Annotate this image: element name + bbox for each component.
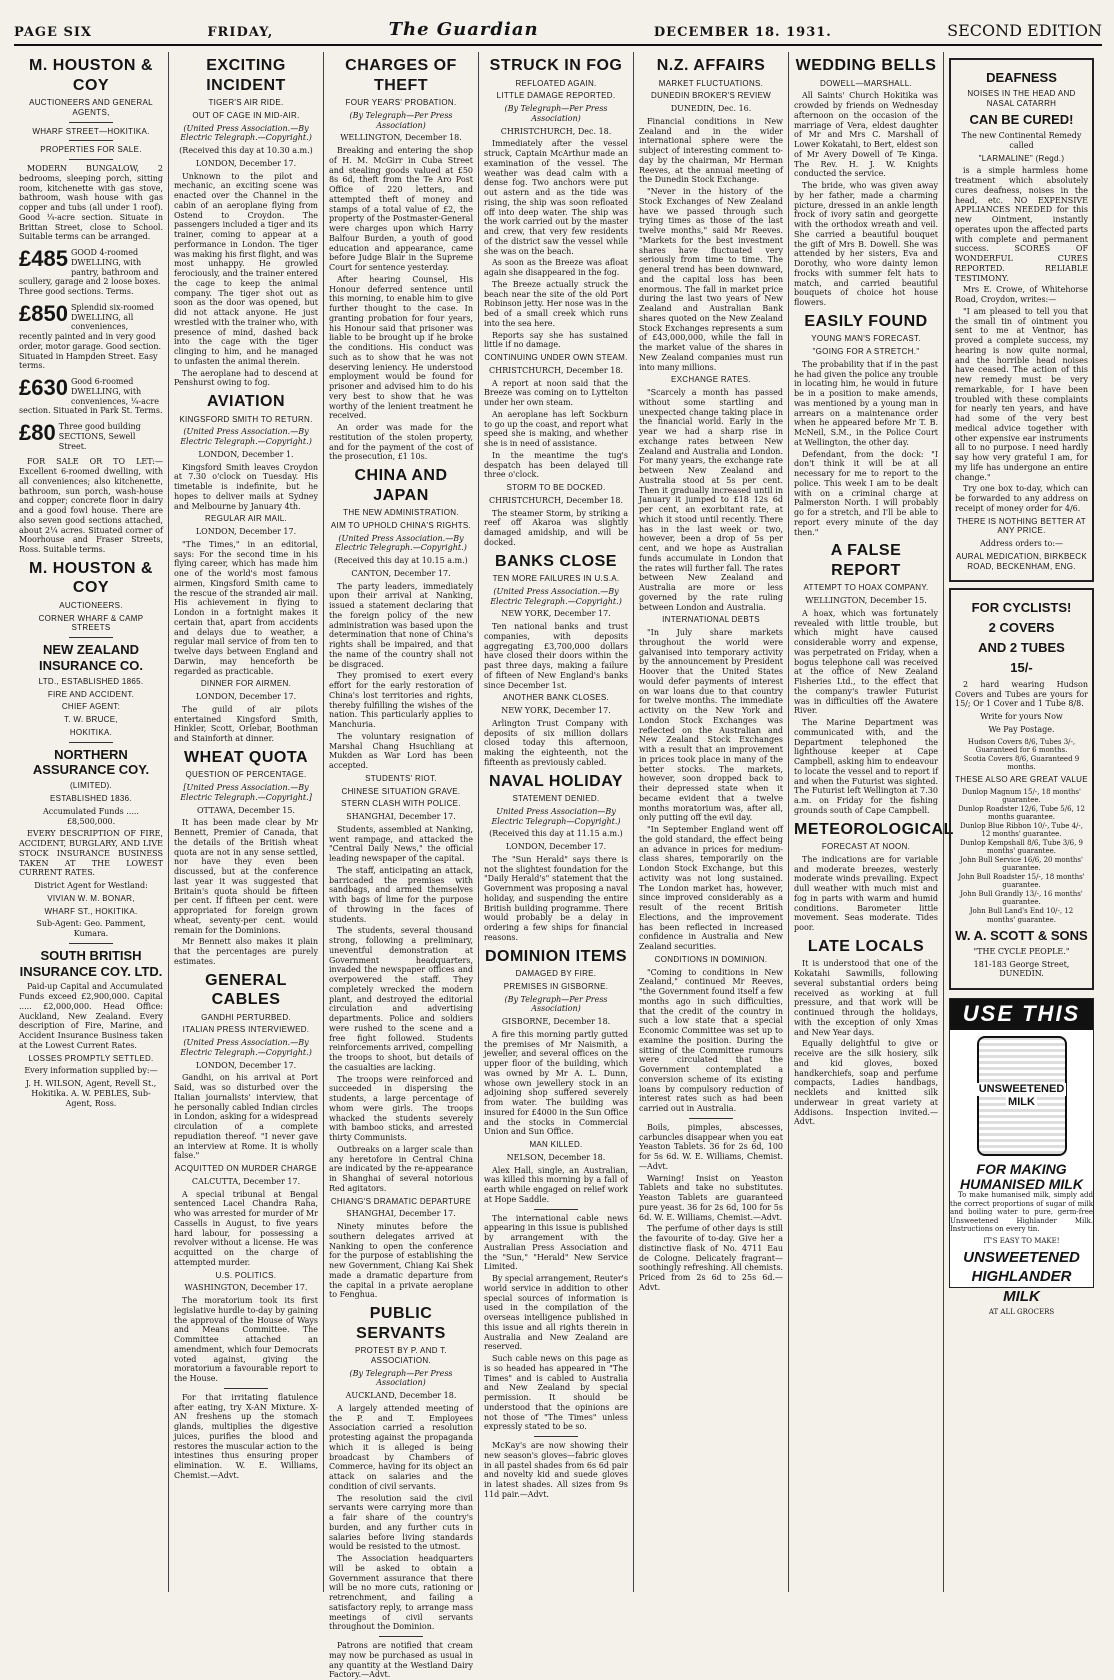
article-false-report-headline: A FALSE REPORT <box>830 542 902 579</box>
ad-cyclists-tubes: AND 2 TUBES <box>978 640 1065 656</box>
paragraph: The students, several thousand strong, following a preliminary, uneventful demonstration at Government headquarters, invaded the newspaper offices and overpowered the staff. They completely wrecked the modern plant, and destroyed the editorial circulation and advertising departments. Police and soldiers were rushed to the scene and a free fight followed. Students reinforcements arrived, compelling the troops to shoot, but details of the casualties are lacking. <box>329 926 473 1072</box>
column-5 <box>634 52 789 1592</box>
ad-milk-brand: HIGHLANDER <box>971 1268 1072 1286</box>
ad-northern-funds: Accumulated Funds ..... £8,500,000. <box>43 806 139 826</box>
ad-milk-brand: MILK <box>1003 1288 1040 1306</box>
subheading: MARKET FLUCTUATIONS. <box>658 78 764 88</box>
ad-milk-grocers: AT ALL GROCERS <box>988 1307 1055 1316</box>
article-easily-found-headline: EASILY FOUND <box>804 312 928 330</box>
property-3-text: Splendid six-roomed DWELLING, all conveniences, recently painted and in very good order, motor garage. Good section. Situated in Hampden Street. Easy terms. <box>19 302 162 371</box>
subheading: CHIANG'S DRAMATIC DEPARTURE <box>330 1196 472 1206</box>
ad-deafness-product: "LARMALINE" (Regd.) <box>978 153 1065 163</box>
column-2 <box>169 52 324 1592</box>
property-5-text: Three good building SECTIONS, Sewell Street. <box>58 422 141 451</box>
ad-cyclists-write: Write for yours Now <box>980 712 1063 722</box>
ad-south-british-title: SOUTH BRITISH INSURANCE COY. LTD. <box>19 947 163 979</box>
article-china-japan-headline: CHINA AND JAPAN <box>354 467 448 504</box>
property-5-price: £80 <box>19 420 56 446</box>
subheading: FOUR YEARS' PROBATION. <box>345 98 457 108</box>
ad-deafness-address: AURAL MEDICATION, BIRKBECK ROAD, BECKENHAM, ENG. <box>956 551 1087 571</box>
ad-highlander-milk <box>949 998 1094 1316</box>
paragraph: "Scarcely a month has passed without some startling and unexpected change taking place in the financial world. Early in the year we had a sharp rise in exchange rates between New Zealand and Australia and London. For many years, the exchange rate between New Zealand and Australia stood at 5s per cent. Then it gradually increased until in January it jumped to £18 12s 6d per cent, an exorbitant rate, at which it stood until recently. There has in the last week or two, however, been a drop of 5s per cent, and we hope as Australian funds accumulate in London that the rates will further fall. The rates between New Zealand and Australia are more or less governed by the rate ruling between London and Australia. <box>639 388 783 612</box>
dateline: WELLINGTON, December 15. <box>805 596 927 606</box>
paragraph: Outbreaks on a larger scale than any heretofore in Central China are indicated by the re-appearance in Shanghai of several notorious Red agitators. <box>329 1144 473 1193</box>
paragraph: Defendant, from the dock: "I don't think it will be at all necessary for me to report to the police. This week I am to be dealt with on a criminal charge at Palmerston North. I will probably go for a stretch, and I'll be able to report every minute of the day then." <box>794 449 938 537</box>
article-general-cables-headline: GENERAL CABLES <box>205 971 287 1009</box>
paragraph: The resolution said the civil servants were carrying more than a fair share of the country's burden, and any further cuts in salaries before living standards would be resisted to the utmost. <box>329 1493 473 1552</box>
ad-cyclists-line: John Bull Land's End 10/-, 12 months' guarantee. <box>969 906 1074 924</box>
paragraph: The "Sun Herald" says there is not the slightest foundation for the "Daily Herald's" statement that the Government was proposing a naval holiday, and suspending the entire British building programme. There would probably be a delay in ordering a few ships for financial reasons. <box>484 854 628 942</box>
dateline: LONDON, December 17. <box>195 158 297 168</box>
paragraph: Ninety minutes before the southern delegates arrived at Nanking to open the conference for the purpose of establishing the new Government, Chiang Kai Shek made a dramatic departure from the capital in a private aeroplane to Fenghua. <box>329 1222 473 1300</box>
article-dominion-items-headline: DOMINION ITEMS <box>484 947 628 965</box>
subheading: ATTEMPT TO HOAX COMPANY. <box>803 583 929 593</box>
subheading: LITTLE DAMAGE REPORTED. <box>496 91 616 101</box>
ad-cyclists-line: John Bull Service 16/6, 20 months' guarantee. <box>960 855 1083 873</box>
ad-milk-use-this: USE THIS <box>950 999 1093 1030</box>
ad-cyclists-postage: We Pay Postage. <box>988 724 1055 734</box>
article-exciting-incident-headline: EXCITING INCIDENT <box>206 57 286 94</box>
issue-date: DECEMBER 18. 1931. <box>653 25 832 40</box>
subheading: FORECAST AT NOON. <box>821 842 911 852</box>
ad-northern-ltd: (LIMITED). <box>69 781 113 791</box>
paragraph: It has been made clear by Mr Bennett, Premier of Canada, that the details of the British wheat quota are not in any sense settled, nor have they even been discussed, but at the conference last year it was suggested that Britain's quota should be fifteen per cent. If fifteen per cent. were appropriated for foreign grown wheat, seventy-per cent. would remain for the Dominions. <box>174 818 318 935</box>
property-3 <box>19 300 163 371</box>
ad-cyclists-line: Dunlop Magnum 15/-, 18 months' guarantee. <box>962 787 1081 805</box>
subheading: U.S. POLITICS. <box>215 1270 277 1280</box>
paragraph: The probability that if in the past he had given the police any trouble in locating him, he would in future be in a position to make amends, was mentioned by a young man in arrears on a maintenance order when he appeared before Mr T. B. McNeil, S.M., in the Police Court at Wellington, the other day. <box>794 359 938 447</box>
paragraph: Arlington Trust Company with deposits of six million dollars closed today this afternoon, making the eighteenth, not the fifteenth as previously cabled. <box>484 718 628 767</box>
subheading: AIM TO UPHOLD CHINA'S RIGHTS. <box>330 520 472 530</box>
paragraph: The steamer Storm, by striking a reef off Akaroa was slightly damaged amidship, and will be docked. <box>484 508 628 547</box>
paragraph: A report at noon said that the Breeze was coming on to Lyttelton under her own steam. <box>484 378 628 408</box>
subheading: "GOING FOR A STRETCH." <box>812 347 920 357</box>
subheading: CHINESE SITUATION GRAVE. <box>341 786 461 796</box>
column-6 <box>789 52 954 1592</box>
advertisement: Warning! Insist on Yeaston Tablets and take no substitutes. Yeaston Tablets are guaranteed pure yeast. 36 for 2s 6d, 100 for 5s 6d. W. E. Williams, Chemist.—Advt. <box>639 1173 783 1222</box>
wire-credit: (By Telegraph—Per Press Association) <box>504 104 608 123</box>
article-charges-of-theft-headline: CHARGES OF THEFT <box>345 57 457 94</box>
ad-cyclists-address: 181-183 George Street, DUNEDIN. <box>973 959 1070 979</box>
received-time: (Received this day at 10.30 a.m.) <box>179 146 313 156</box>
paragraph: Immediately after the vessel struck, Captain McArthur made an examination of the vessel. The weather was dead calm with a dense fog. Two anchors were put out astern and as the tide was rising, the ship was soon refloated off into deep water. The ship was the work carried out by the master and crew, that very few residents of the district saw the vessel while she was on the beach. <box>484 139 628 256</box>
ad-cyclists-covers: 2 COVERS <box>988 620 1055 636</box>
paragraph: Gandhi, on his arrival at Port Said, was so disturbed over the Italian journalists' interview, that he personally cabled Indian circles in London, asking for a widespread circulation of a complete repudiation thereof. "I never gave an interview at Rome. It is wholly false." <box>174 1073 318 1161</box>
wire-credit: (United Press Association.—By Electric Telegraph.—Copyright.) <box>180 427 312 447</box>
paragraph: "The Times," in an editorial, says: For the second time in his flying career, which has made him one of the world's most famous airmen, Kingsford Smith came to the rescue of the stranded air mail. His achievement in flying to London in a fortnight makes it certain that, apart from accidents and delays due to weather, a regular mail service of from ten to twelve days between England and Darwin, may henceforth be regarded as practicable. <box>174 539 318 676</box>
ad-cyclists-line: John Bull Roadster 15/-, 18 months' guarantee. <box>958 872 1085 890</box>
ad-cyclists-line: Dunlop Blue Ribbon 10/-, Tube 4/-, 12 months' guarantee. <box>960 821 1083 839</box>
dateline: CHRISTCHURCH, December 18. <box>488 495 624 505</box>
ad-milk-easy: IT'S EASY TO MAKE! <box>983 1237 1060 1245</box>
paragraph: Mrs E. Crowe, of Whitehorse Road, Croydon, writes:— <box>955 285 1088 305</box>
ad-northern-agent-addr: WHARF ST., HOKITIKA. <box>44 906 138 916</box>
divider <box>534 1436 577 1437</box>
column-1 <box>14 52 169 1592</box>
subheading: EXCHANGE RATES. <box>671 375 751 385</box>
column-3 <box>324 52 479 1680</box>
property-6: FOR SALE OR TO LET:—Excellent 6-roomed dwelling, with all conveniences; also kitchenette, bathroom, sun porch, wash-house and copper; concrete floor in dairy and a good fowl house. There are also seven good sections attached, about 2¼ acres. Situated corner of Moorhouse and Fraser Streets, Ross. Suitable terms. <box>19 457 163 555</box>
wire-credit: (United Press Association.—By Electric Telegraph.—Copyright.) <box>490 586 622 606</box>
paragraph: The Marine Department was communicated with, and the Department telephoned the lighthouse keeper at Cape Campbell, asking him to endeavour to locate the vessel and to report if and when the Futurist was sighted. The Futurist left Wellington at 7.30 a.m. on Friday for the fishing grounds south of Cape Campbell. <box>794 718 938 815</box>
paragraph: The guild of air pilots entertained Kingsford Smith, Hinkler, Scott, Orlebar, Boothman and Stainforth at dinner. <box>174 704 318 744</box>
ad-deafness <box>949 58 1094 582</box>
dateline: GISBORNE, December 18. <box>501 1017 611 1027</box>
subheading: DOWELL—MARSHALL. <box>820 78 912 88</box>
ad-south-british-losses: LOSSES PROMPTLY SETTLED. <box>28 1053 154 1063</box>
wire-credit: (United Press Association.—By Electric Telegraph.—Copyright.) <box>180 1038 312 1057</box>
ad-houston2-subtitle: AUCTIONEERS. <box>59 600 123 610</box>
divider <box>689 1118 732 1119</box>
paragraph: By special arrangement, Reuter's world service in addition to other special sources of information is used in the compilation of the overseas intelligence published in this issue and all rights therein in Australia and New Zealand are reserved. <box>484 1274 628 1352</box>
ad-nz-insurance-agent: T. W. BRUCE, <box>64 715 118 725</box>
dateline: LONDON, December 17. <box>195 527 297 537</box>
ad-northern-est: ESTABLISHED 1836. <box>50 794 132 803</box>
paragraph: Unknown to the pilot and mechanic, an exciting scene was enacted over the Channel in the cabin of an aeroplane flying from Ostend to Croydon. The passengers included a tiger and its trainer, coming to appear at a performance in London. The tiger was making his first flight, and was most unhappy. He growled ferociously, and the trainer entered the cage to keep the animal company. The tiger shot out as soon as the door was opened, but did not attack anyone. He just wrestled with the trainer who, with presence of mind, dashed back into the cage with the tiger clinging to him, and he managed to unfasten the animal therein. <box>174 171 319 366</box>
subheading: MAN KILLED. <box>529 1140 583 1150</box>
property-4 <box>19 377 163 416</box>
wire-credit: United Press Association—By Electric Telegraph—Copyright.) <box>491 806 621 826</box>
wire-credit: (United Press Association.—By Electric Telegraph.—Copyright.) <box>180 123 312 143</box>
milk-tin-icon <box>977 1036 1067 1156</box>
ad-houston2-title: M. HOUSTON & COY <box>29 559 153 597</box>
paragraph: The indications are for variable and moderate breezes, westerly moderate winds prevailing. Expect dull weather with much mist and fog in parts with warm and humid conditions. Barometer little movement. Seas moderate. Tides poor. <box>794 854 938 933</box>
subheading: STORM TO BE DOCKED. <box>506 483 606 493</box>
article-banks-close-headline: BANKS CLOSE <box>495 552 617 570</box>
subheading: CONDITIONS IN DOMINION. <box>654 954 768 964</box>
paragraph: The bride, who was given away by her father, made a charming picture, dressed in an ankle length frock of ivory satin and georgette with the orthodox wreath and veil. She carried a beautiful bouquet the gift of Mrs B. Dowell. She was attended by her sisters, Eva and Dorothy, who wore dainty lemon frocks with summer felt hats to match, and carried beautiful bouquets of choice hot house flowers. <box>794 181 938 308</box>
divider <box>69 637 112 638</box>
paragraph: A fire this morning partly gutted the premises of Mr Naismith, a jeweller, and several offices on the upper floor of the building, which was owned by Mr A. L. Dunn, whose own jewellery stock in an adjoining shop suffered severely from water. The building was insured for £4000 in the Sun Office and the stocks in Commercial Union and Sun Office. <box>484 1029 628 1137</box>
subheading: INTERNATIONAL DEBTS <box>662 615 760 625</box>
ad-northern-title: NORTHERN ASSURANCE COY. <box>32 746 150 778</box>
property-5 <box>19 422 163 451</box>
paragraph: To make humanised milk, simply add the correct proportions of sugar of milk and boiling water to pure, germ-free Unsweetened Highlander Milk. Instructions on every tin. <box>950 1191 1093 1234</box>
dateline: AUCKLAND, December 18. <box>345 1391 457 1401</box>
divider <box>69 159 112 160</box>
subheading: OUT OF CAGE IN MID-AIR. <box>192 110 300 120</box>
paragraph: Financial conditions in New Zealand and in the wider international sphere were the subject of interesting comment to-day by the chairman, Mr Herman Reeves, at the annual meeting of the Dunedin Stock Exchange. <box>639 116 783 185</box>
paragraph: Try one box to-day, which can be forwarded to any address on receipt of money order for 4/6. <box>955 484 1088 513</box>
ad-south-british-agent: J. H. WILSON, Agent, Revell St., Hokitika. A. W. PEBLES, Sub-Agent, Ross. <box>25 1079 157 1108</box>
paragraph: Students, assembled at Nanking, went rampage, and attacked the "Central Daily News," the official leading newspaper of the capital. <box>329 824 473 864</box>
property-2 <box>19 248 163 297</box>
ad-northern-agent: VIVIAN W. M. BONAR, <box>47 893 135 903</box>
subheading: REFLOATED AGAIN. <box>515 78 597 88</box>
advertisement: McKay's are now showing their new season's gloves—fabric gloves in all pastel shades from 6s 6d pair and novelty kid and suede gloves in latest shades. All sizes from 9s 11d pair.—Advt. <box>484 1441 628 1499</box>
paragraph: A special tribunal at Bengal sentenced Lacel Chandra Raha, who was arrested for murder of Mr Cassells in August, to five years hard labour, for possessing a revolver without a license. He was acquitted on the charge of attempted murder. <box>174 1189 318 1267</box>
article-public-servants-headline: PUBLIC SERVANTS <box>356 1305 446 1342</box>
subheading: ANOTHER BANK CLOSES. <box>502 693 610 703</box>
subheading: DAMAGED BY FIRE. <box>515 969 597 979</box>
newspaper-title: The Guardian <box>388 19 539 40</box>
paragraph: "Coming to conditions in New Zealand," continued Mr Reeves, "the Government found itself a few months ago in such difficulties, that the credit of the country in such a low state that a special Economic Committee was set up to examine the position. During the sitting of the Committee rumours were circulated that the Government contemplated a conversion scheme of its existing loans by compulsory reduction of interest rates such as had been carried out in Australia. <box>639 967 783 1114</box>
divider <box>69 943 112 944</box>
paragraph: A hoax, which was fortunately revealed with little trouble, but which might have caused considerable worry and expense, was perpetrated on Friday, when a bogus telephone call was received at the office of New Zealand Fisheries Ltd., to the effect that the company's trawler Futurist was in difficulties off the Awatere River. <box>794 608 938 716</box>
paragraph: Breaking and entering the shop of H. M. McGirr in Cuba Street and stealing goods valued at £50 8s 6d, theft from the Te Aro Post Office of 220 letters, and attempted theft of money and stamps of a total value of £2, the property of the Postmaster-General were charges upon which Harry Balfour Burden, a youth of good education and appearance, came before Judge Blair in the Supreme Court for sentence yesterday. <box>329 146 473 273</box>
paragraph: The international cable news appearing in this issue is published by arrangement with the Australian Press Association and the "Sun," "Herald" New Service Limited. <box>484 1213 628 1272</box>
ad-deafness-title: DEAFNESS <box>986 70 1057 85</box>
dateline: DUNEDIN, Dec. 16. <box>670 104 752 114</box>
property-4-text: Good 6-roomed DWELLING, with conveniences, ¼-acre section. Situated in Park St. Terms. <box>19 377 163 416</box>
ad-nz-insurance-title: NEW ZEALAND INSURANCE CO. <box>38 642 143 673</box>
ad-nz-insurance-agent-label: CHIEF AGENT: <box>61 702 121 712</box>
milk-tin-label: UNSWEETENED <box>978 1082 1065 1095</box>
ad-cyclists-title: FOR CYCLISTS! <box>971 600 1072 616</box>
dateline: NEW YORK, December 17. <box>501 609 611 619</box>
ad-cyclists-firm: W. A. SCOTT & SONS <box>955 928 1088 944</box>
paragraph: "In July share markets throughout the world were galvanised into temporary activity by the announcement by President Hoover that the United States would defer payments of interest on war loans due to that country for twelve months. The immediate activity on the New York and London Stock Exchanges was reflected on the Australian and New Zealand Stock Exchanges with a result that an improvement in prices took place in many of the better stocks. The markets, however, soon dropped back to their depressed state when it became evident that a twelve months moratorium was, after all, only putting off the evil day. <box>639 628 783 823</box>
dateline: CHRISTCHURCH, December 18. <box>488 365 624 375</box>
ad-houston-address: WHARF STREET—HOKITIKA. <box>32 126 150 136</box>
advertisement: Boils, pimples, abscesses, carbuncles disappear when you eat Yeaston Tablets. 36 for 2s 6d, 100 for 5s 6d. W. E. Williams, Chemist.—Advt. <box>639 1122 783 1171</box>
paragraph: 2 hard wearing Hudson Covers and Tubes are yours for 15/; Or 1 Cover and 1 Tube 8/8. <box>955 679 1088 709</box>
paragraph: Ten national banks and trust companies, with deposits aggregating £3,700,000 dollars have closed their doors within the past three days, making a failure of fifteen of New England's banks since December 1st. <box>484 622 628 690</box>
advertisement: Patrons are notified that cream may now be purchased as usual in any quantity at the Westland Dairy Factory.—Advt. <box>329 1641 473 1680</box>
ad-cyclists-also: THESE ALSO ARE GREAT VALUE <box>955 774 1088 784</box>
dateline: SHANGHAI, December 17. <box>346 1209 456 1219</box>
ad-nz-insurance-est: LTD., ESTABLISHED 1865. <box>38 676 144 686</box>
ad-milk-slogan: FOR MAKING HUMANISED MILK <box>960 1160 1083 1192</box>
divider <box>69 122 112 123</box>
paragraph: An aeroplane has left Sockburn to go up the coast, and report what speed she is making, and whether she is in need of assistance. <box>484 409 628 449</box>
wire-credit: (By Telegraph—Per Press Association) <box>504 994 608 1014</box>
ad-cyclists <box>949 588 1094 990</box>
article-late-locals-headline: LATE LOCALS <box>807 937 925 955</box>
wire-credit: [United Press Association.—By Electric Telegraph.—Copyright.] <box>180 783 312 802</box>
ad-cyclists-line: Scotia Covers 8/6, Guaranteed 9 months. <box>963 754 1080 772</box>
wire-credit: (By Telegraph—Per Press Association) <box>349 110 453 130</box>
divider <box>69 140 112 141</box>
ad-northern-subagent: Sub-Agent: Geo. Pamment, Kumara. <box>36 919 146 938</box>
dateline: LONDON, December 17. <box>195 692 297 702</box>
dateline: CANTON, December 17. <box>351 568 451 578</box>
subheading: PREMISES IN GISBORNE. <box>503 981 609 991</box>
ad-nz-insurance-fire: FIRE AND ACCIDENT. <box>47 689 135 699</box>
subheading: ACQUITTED ON MURDER CHARGE <box>174 1164 318 1174</box>
milk-tin-label: MILK <box>1008 1095 1035 1108</box>
article-wheat-quota-headline: WHEAT QUOTA <box>184 748 308 766</box>
property-2-text: GOOD 4-roomed DWELLING, with pantry, bathroom and scullery, garage and 2 loose boxes. Three good sections. Terms. <box>19 248 161 297</box>
advertisement: For that irritating flatulence after eating, try X-AN Mixture. X-AN freshens up the stomach glands, multiplies the digestive juices, purifies the blood and restores the muscular action to the intestines thus ensuring proper elimination. W. E. Williams, Chemist.—Advt. <box>174 1392 318 1480</box>
subheading: REGULAR AIR MAIL. <box>204 514 287 524</box>
subheading: THE NEW ADMINISTRATION. <box>343 508 459 518</box>
property-1: MODERN BUNGALOW, 2 bedrooms, sleeping porch, sitting room, kitchenette with gas stove, bathroom, wash house with gas copper and tubs (all under 1 roof). Good ¼-acre section. Situate in Brittan Street, close to School. Suitable terms can be arranged. <box>19 164 163 242</box>
advertisement: The perfume of other days is still the favourite of to-day. Give her a distinctive flask of No. 4711 Eau de Cologne. Delicately fragrant—soothingly refreshing. All chemists. Priced from 2s 6d to 25s 6d.—Advt. <box>639 1224 783 1292</box>
paragraph: "In September England went off the gold standard, the effect being an advance in prices for medium-class shares, temporarily on the London Stock Exchange, but this activity was not long sustained. The London market has, however, since improved considerably as a result of the recent British Elections, and the improvement has been reflected in increased confidence in Australia and New Zealand securities. <box>639 825 783 952</box>
ad-deafness-address-label: Address orders to:— <box>979 539 1064 549</box>
divider <box>534 1209 577 1210</box>
article-aviation-headline: AVIATION <box>206 393 286 411</box>
property-4-price: £630 <box>19 375 68 401</box>
edition: SECOND EDITION <box>947 21 1102 40</box>
subheading: QUESTION OF PERCENTAGE. <box>185 770 307 780</box>
paragraph: Kingsford Smith leaves Croydon at 7.30 o'clock on Tuesday. His timetable is indefinite, but he hopes to deliver mails at Sydney and Melbourne by January 4th. <box>174 462 318 511</box>
ad-deafness-intro: The new Continental Remedy called <box>961 131 1082 150</box>
property-2-price: £485 <box>19 246 68 272</box>
dateline: LONDON, December 17. <box>195 1060 297 1070</box>
dateline: LONDON, December 17. <box>505 842 607 852</box>
ad-houston-title: M. HOUSTON & COY <box>29 57 153 94</box>
paragraph: The moratorium took its first legislative hurdle to-day by gaining the approval of the House of Ways and Means Committee. The Committee attached an amendment, which four Democrats voted against, giving the moratorium a favourable report to the House. <box>174 1296 318 1384</box>
day: FRIDAY, <box>207 25 274 40</box>
received-time: (Received this day at 10.15 a.m.) <box>334 556 468 566</box>
subheading: STATEMENT DENIED. <box>512 794 600 804</box>
ad-northern-district: District Agent for Westland: <box>34 881 148 890</box>
column-7 <box>944 52 1099 1592</box>
ad-cyclists-price: 15/- <box>1010 660 1033 676</box>
ad-houston-subtitle: AUCTIONEERS AND GENERAL AGENTS, <box>29 98 153 117</box>
paragraph: The troops were reinforced and succeeded in dispersing the students, a large percentage of whom were girls. The troops whacked the students severely with bamboo sticks, and arrested thirty Communists. <box>329 1074 473 1143</box>
dateline: NEW YORK, December 17. <box>501 706 611 716</box>
paragraph: Reports say she has sustained little if no damage. <box>484 330 628 350</box>
wire-credit: (By Telegraph—Per Press Association) <box>349 1368 453 1388</box>
subheading: STERN CLASH WITH POLICE. <box>341 799 461 809</box>
ad-deafness-subtitle: NOISES IN THE HEAD AND NASAL CATARRH <box>967 88 1076 108</box>
advertisement: Equally delightful to give or receive are the silk hosiery, silk and kid gloves, boxed handkerchiefs, soap and perfume compacts, Ladies handbags, necklets and knitted silk underwear in great variety at Addisons. Inspection invited.—Advt. <box>794 1039 938 1127</box>
subheading: DINNER FOR AIRMEN. <box>200 679 292 689</box>
paragraph: They promised to exert every effort for the early restoration of China's lost territories and rights, thereby fulfilling the wishes of the nation. This particularly applies to Manchuria. <box>329 671 473 730</box>
paragraph: Mr Bennett also makes it plain that the percentages are purely estimates. <box>174 937 318 966</box>
subheading: PROTEST BY P. AND T. ASSOCIATION. <box>354 1346 448 1365</box>
dateline: CHRISTCHURCH, Dec. 18. <box>500 126 612 136</box>
paragraph: is a simple harmless home treatment which absolutely cures deafness, noises in the head, etc. NO EXPENSIVE APPLIANCES NEEDED for this new Ointment, instantly operates upon the affected parts with complete and permanent success. SCORES OF WONDERFUL CURES REPORTED. RELIABLE TESTIMONY. <box>955 166 1088 283</box>
subheading: CONTINUING UNDER OWN STEAM. <box>484 353 628 363</box>
paragraph: The aeroplane had to descend at Penshurst owing to fog. <box>174 368 318 388</box>
ad-nz-insurance-town: HOKITIKA. <box>69 727 113 737</box>
ad-cyclists-line: John Bull Grandly 13/-, 16 months' guarantee. <box>960 889 1083 907</box>
paragraph: "I am pleased to tell you that the small tin of ointment you sent to me at Ventnor, has proved a complete success, my hearing is now quite normal, and the horrible head noises have ceased. The action of this new remedy must be very remarkable, for I have been troubled with these complaints for nearly ten years, and have had some of the very best medical advice together with other expensive ear instruments all to no purpose. I need hardly say how very grateful I am, for my life has undergone an entire change." <box>955 306 1088 482</box>
masthead <box>14 12 1102 46</box>
paragraph: The Association headquarters will be asked to obtain a Government assurance that there will be no more cuts, rationing or retrenchment, and failing a satisfactory reply, to arrange mass meetings of civil servants throughout the Dominion. <box>329 1554 473 1632</box>
ad-cyclists-line: Dunlop Roadster 12/6, Tube 5/6, 12 months guarantee. <box>958 804 1085 822</box>
paragraph: The staff, anticipating an attack, barricaded the premises with sandbags, and armed themselves with bags of lime for the purpose of throwing in the faces of students. <box>329 865 473 924</box>
dateline: CALCUTTA, December 17. <box>191 1176 301 1186</box>
subheading: STUDENTS' RIOT. <box>365 773 437 783</box>
column-4 <box>479 52 634 1592</box>
paragraph: Alex Hall, single, an Australian, was killed this morning by a fall of earth while engaged on relief work at Hope Saddle. <box>484 1165 628 1204</box>
paragraph: A largely attended meeting of the P. and T. Employees Association carried a resolution protesting against the propaganda which it is alleged is being broadcast by Chambers of Commerce, having for its object an attack on salaries and the condition of civil servants. <box>329 1403 473 1491</box>
property-3-price: £850 <box>19 300 68 326</box>
paragraph: "Never in the history of the Stock Exchanges of New Zealand have we passed through such trying times as those of the last twelve months," said Mr Reeves. "Markets for the best investment shares have fluctuated very seriously from time to time. The general trend has been downward, and the capital loss has been enormous. The fall in market price during the last two years of New Zealand and Australian Bank shares quoted on the New Zealand Stock Exchanges represents a sum of £43,000,000, while the fall in the market value of the shares in New Zealand companies must run into many millions. <box>639 187 783 372</box>
ad-houston2-address: CORNER WHARF & CAMP STREETS <box>38 613 144 633</box>
divider <box>379 1636 422 1637</box>
ad-cyclists-line: Hudson Covers 8/6, Tubes 3/-, Guaranteed for 6 months. <box>967 737 1076 755</box>
subheading: TIGER'S AIR RIDE. <box>208 98 284 108</box>
ad-cyclists-line: Dunlop Kempshall 8/6, Tube 3/6, 9 months' guarantee. <box>960 838 1083 856</box>
article-meteorological-headline: METEOROLOGICAL <box>794 820 954 838</box>
ad-south-british-text: Paid-up Capital and Accumulated Funds exceed £2,900,000. Capital ..... £2,000,000. Head Office: Auckland, New Zealand. Every description of Fire, Marine, and Accident Insurance Business taken at the Lowest Current Rates. <box>19 982 163 1050</box>
subheading: YOUNG MAN'S FORECAST. <box>811 334 921 344</box>
dateline: LONDON, December 1. <box>198 449 294 459</box>
paragraph: In the meantime the tug's despatch has been delayed till three o'clock. <box>484 450 628 480</box>
paragraph: All Saints' Church Hokitika was crowded by friends on Wednesday afternoon on the occasion of the marriage of Vera, eldest daughter of Mr and Mrs C. Marshall of Lower Kokatahi, to Bert, eldest son of Mr Avery Dowell of Te Kinga. The Rev. H. J. W. Knights conducted the service. <box>794 91 938 179</box>
ad-northern-text: EVERY DESCRIPTION OF FIRE, ACCIDENT, BURGLARY, AND LIVE STOCK INSURANCE BUSINESS TAKEN AT THE LOWEST CURRENT RATES. <box>19 829 163 878</box>
ad-milk-brand: UNSWEETENED <box>963 1248 1080 1266</box>
article-wedding-bells-headline: WEDDING BELLS <box>795 57 937 74</box>
page-columns <box>14 52 1102 1680</box>
dateline: WASHINGTON, December 17. <box>184 1283 308 1293</box>
paragraph: The Breeze actually struck the beach near the site of the old Port Robinson jetty. Her nose was in the bed of a small creek which runs into the sea here. <box>484 279 628 328</box>
received-time: (Received this day at 11.15 a.m.) <box>489 829 623 839</box>
paragraph: Such cable news on this page as is so headed has appeared in "The Times" and is cabled to Australia and New Zealand by special permission. It should be understood that the opinions are not those of "The Times" unless expressly stated to be so. <box>484 1354 628 1432</box>
dateline: WELLINGTON, December 18. <box>340 133 462 143</box>
paragraph: As soon as the Breeze was afloat again she disappeared in the fog. <box>484 258 628 278</box>
page-number: PAGE SIX <box>14 25 93 40</box>
paragraph: After hearing Counsel, His Honour deferred sentence until this morning, to enable him to give further thought to the case. In granting probation for four years, his Honour said that prisoner was liable to be brought up if he broke the conditions. His conduct was such as to show that he was not deserving leniency. He understood employment would be found for prisoner and advised him to do his very best to show that he was worthy of the lenient treatment he received. <box>329 274 473 421</box>
article-struck-in-fog-headline: STRUCK IN FOG <box>489 57 623 74</box>
properties-heading: PROPERTIES FOR SALE. <box>40 145 142 155</box>
dateline: OTTAWA, December 15. <box>197 805 295 815</box>
subheading: DUNEDIN BROKER'S REVIEW <box>651 91 771 101</box>
article-naval-holiday-headline: NAVAL HOLIDAY <box>489 772 623 790</box>
article-nz-affairs-headline: N.Z. AFFAIRS <box>656 57 766 74</box>
subheading: ITALIAN PRESS INTERVIEWED. <box>182 1025 310 1035</box>
subheading: GANDHI PERTURBED. <box>201 1012 291 1022</box>
subheading: TEN MORE FAILURES IN U.S.A. <box>492 574 620 584</box>
divider <box>224 1388 267 1389</box>
subheading: KINGSFORD SMITH TO RETURN. <box>179 414 313 424</box>
ad-deafness-cured: CAN BE CURED! <box>969 112 1074 128</box>
paragraph: The party leaders, immediately upon their arrival at Nanking, issued a statement declaring that the foreign policy of the new administration was based upon the determination that none of China's rights shall be impaired, and that the name of the country shall not be disgraced. <box>329 581 473 669</box>
wire-credit: (United Press Association.—By Electric Telegraph.—Copyright.) <box>335 533 467 553</box>
ad-deafness-claim: THERE IS NOTHING BETTER AT ANY PRICE. <box>957 516 1086 536</box>
paragraph: It is understood that one of the Kokatahi Sawmills, following several substantial orders being received as working at full pressure, and that work will be continued through the holidays, with the exception of only Xmas and New Year days. <box>794 959 938 1037</box>
dateline: NELSON, December 18. <box>506 1152 606 1162</box>
paragraph: The voluntary resignation of Marshal Chang Hsuchliang at Mukden as War Lord has been accepted. <box>329 731 473 771</box>
divider <box>69 742 112 743</box>
dateline: SHANGHAI, December 17. <box>346 812 456 822</box>
ad-cyclists-firm-sub: "THE CYCLE PEOPLE." <box>973 946 1070 956</box>
paragraph: An order was made for the restitution of the stolen property, and for the payment of the cost of the prosecution, £1 10s. <box>329 423 473 462</box>
ad-south-british-info: Every information supplied by:— <box>24 1066 158 1076</box>
